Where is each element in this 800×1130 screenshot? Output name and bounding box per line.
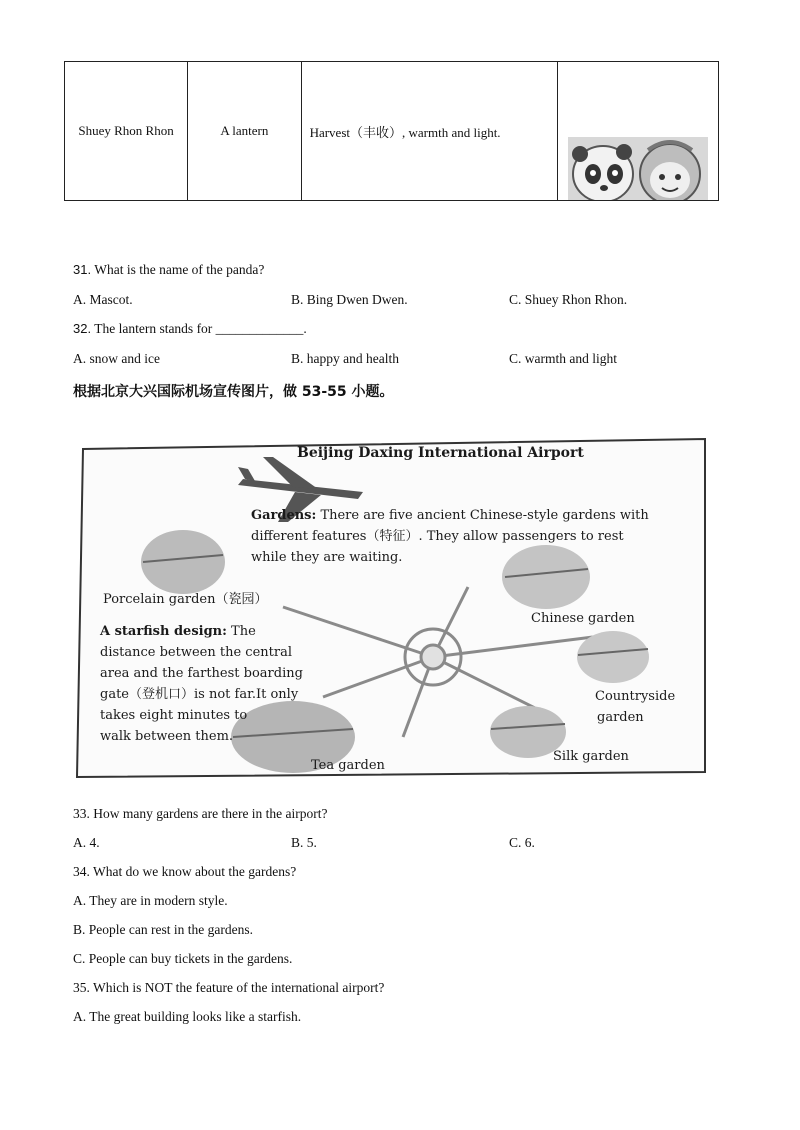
- porcelain-garden-label: Porcelain garden（瓷园）: [103, 592, 268, 607]
- mascot-name: Shuey Rhon Rhon: [78, 123, 174, 138]
- q33-option-c: C. 6.: [509, 835, 535, 850]
- countryside-garden-image: [577, 631, 649, 683]
- mascot-object: A lantern: [220, 123, 269, 138]
- question-number: 31.: [73, 262, 92, 277]
- question-35: 35. Which is NOT the feature of the international airport?: [73, 980, 385, 995]
- q31-option-b: B. Bing Dwen Dwen.: [291, 292, 408, 307]
- q35-option-a: A. The great building looks like a starfish.: [73, 1009, 302, 1024]
- q34-option-b: B. People can rest in the gardens.: [73, 922, 253, 937]
- table-cell-image: [558, 62, 719, 201]
- q31-option-a: A. Mascot.: [73, 292, 133, 307]
- starfish-line: gate（登机口）is not far.It only: [100, 687, 299, 702]
- question-text: What is the name of the panda?: [94, 262, 265, 277]
- tea-garden-label: Tea garden: [311, 758, 385, 773]
- silk-garden-label: Silk garden: [553, 749, 629, 764]
- question-number: 32.: [73, 321, 92, 336]
- table-cell-name: [65, 62, 188, 201]
- countryside-garden-label: [595, 686, 675, 728]
- poster-title: Beijing Daxing International Airport: [297, 445, 584, 461]
- gardens-line: different features（特征）. They allow passengers to rest: [251, 529, 624, 544]
- countryside-line: garden: [597, 710, 644, 725]
- starfish-line: distance between the central: [100, 645, 292, 660]
- mascot-meaning: Harvest（丰收）, warmth and light.: [309, 124, 501, 140]
- section-heading: 根据北京大兴国际机场宣传图片，做 53-55 小题。: [73, 384, 394, 400]
- gardens-label: Gardens:: [251, 508, 317, 523]
- q32-option-b: B. happy and health: [291, 351, 399, 366]
- q32-option-c: C. warmth and light: [509, 351, 617, 366]
- q32-option-a: A. snow and ice: [73, 351, 160, 366]
- table-cell-object: [188, 62, 301, 201]
- question-34: 34. What do we know about the gardens?: [73, 864, 297, 879]
- question-33: 33. How many gardens are there in the airport?: [73, 806, 328, 821]
- q33-option-b: B. 5.: [291, 835, 317, 850]
- starfish-line: The: [226, 624, 256, 639]
- gardens-text: [251, 505, 649, 568]
- starfish-line: area and the farthest boarding: [100, 666, 303, 681]
- q33-option-a: A. 4.: [73, 835, 100, 850]
- gardens-line: while they are waiting.: [251, 550, 403, 565]
- starfish-design-text: [100, 621, 303, 747]
- question-text: The lantern stands for _____________.: [94, 321, 307, 336]
- countryside-line: Countryside: [595, 689, 676, 704]
- question-32: [73, 321, 307, 337]
- q31-option-c: C. Shuey Rhon Rhon.: [509, 292, 628, 307]
- table-cell-meaning: [301, 62, 558, 201]
- starfish-label: A starfish design:: [100, 624, 227, 639]
- q34-option-c: C. People can buy tickets in the gardens.: [73, 951, 293, 966]
- question-31: [73, 262, 264, 278]
- chinese-garden-label: Chinese garden: [531, 611, 635, 626]
- q34-option-a: A. They are in modern style.: [73, 893, 228, 908]
- starfish-line: walk between them.: [100, 729, 234, 744]
- starfish-line: takes eight minutes to: [100, 708, 248, 723]
- airport-poster: [73, 437, 713, 780]
- mascot-table: [64, 61, 719, 201]
- porcelain-garden-image: [141, 530, 225, 594]
- mascot-image: [558, 62, 718, 200]
- gardens-line: There are five ancient Chinese-style gardens with: [316, 508, 649, 523]
